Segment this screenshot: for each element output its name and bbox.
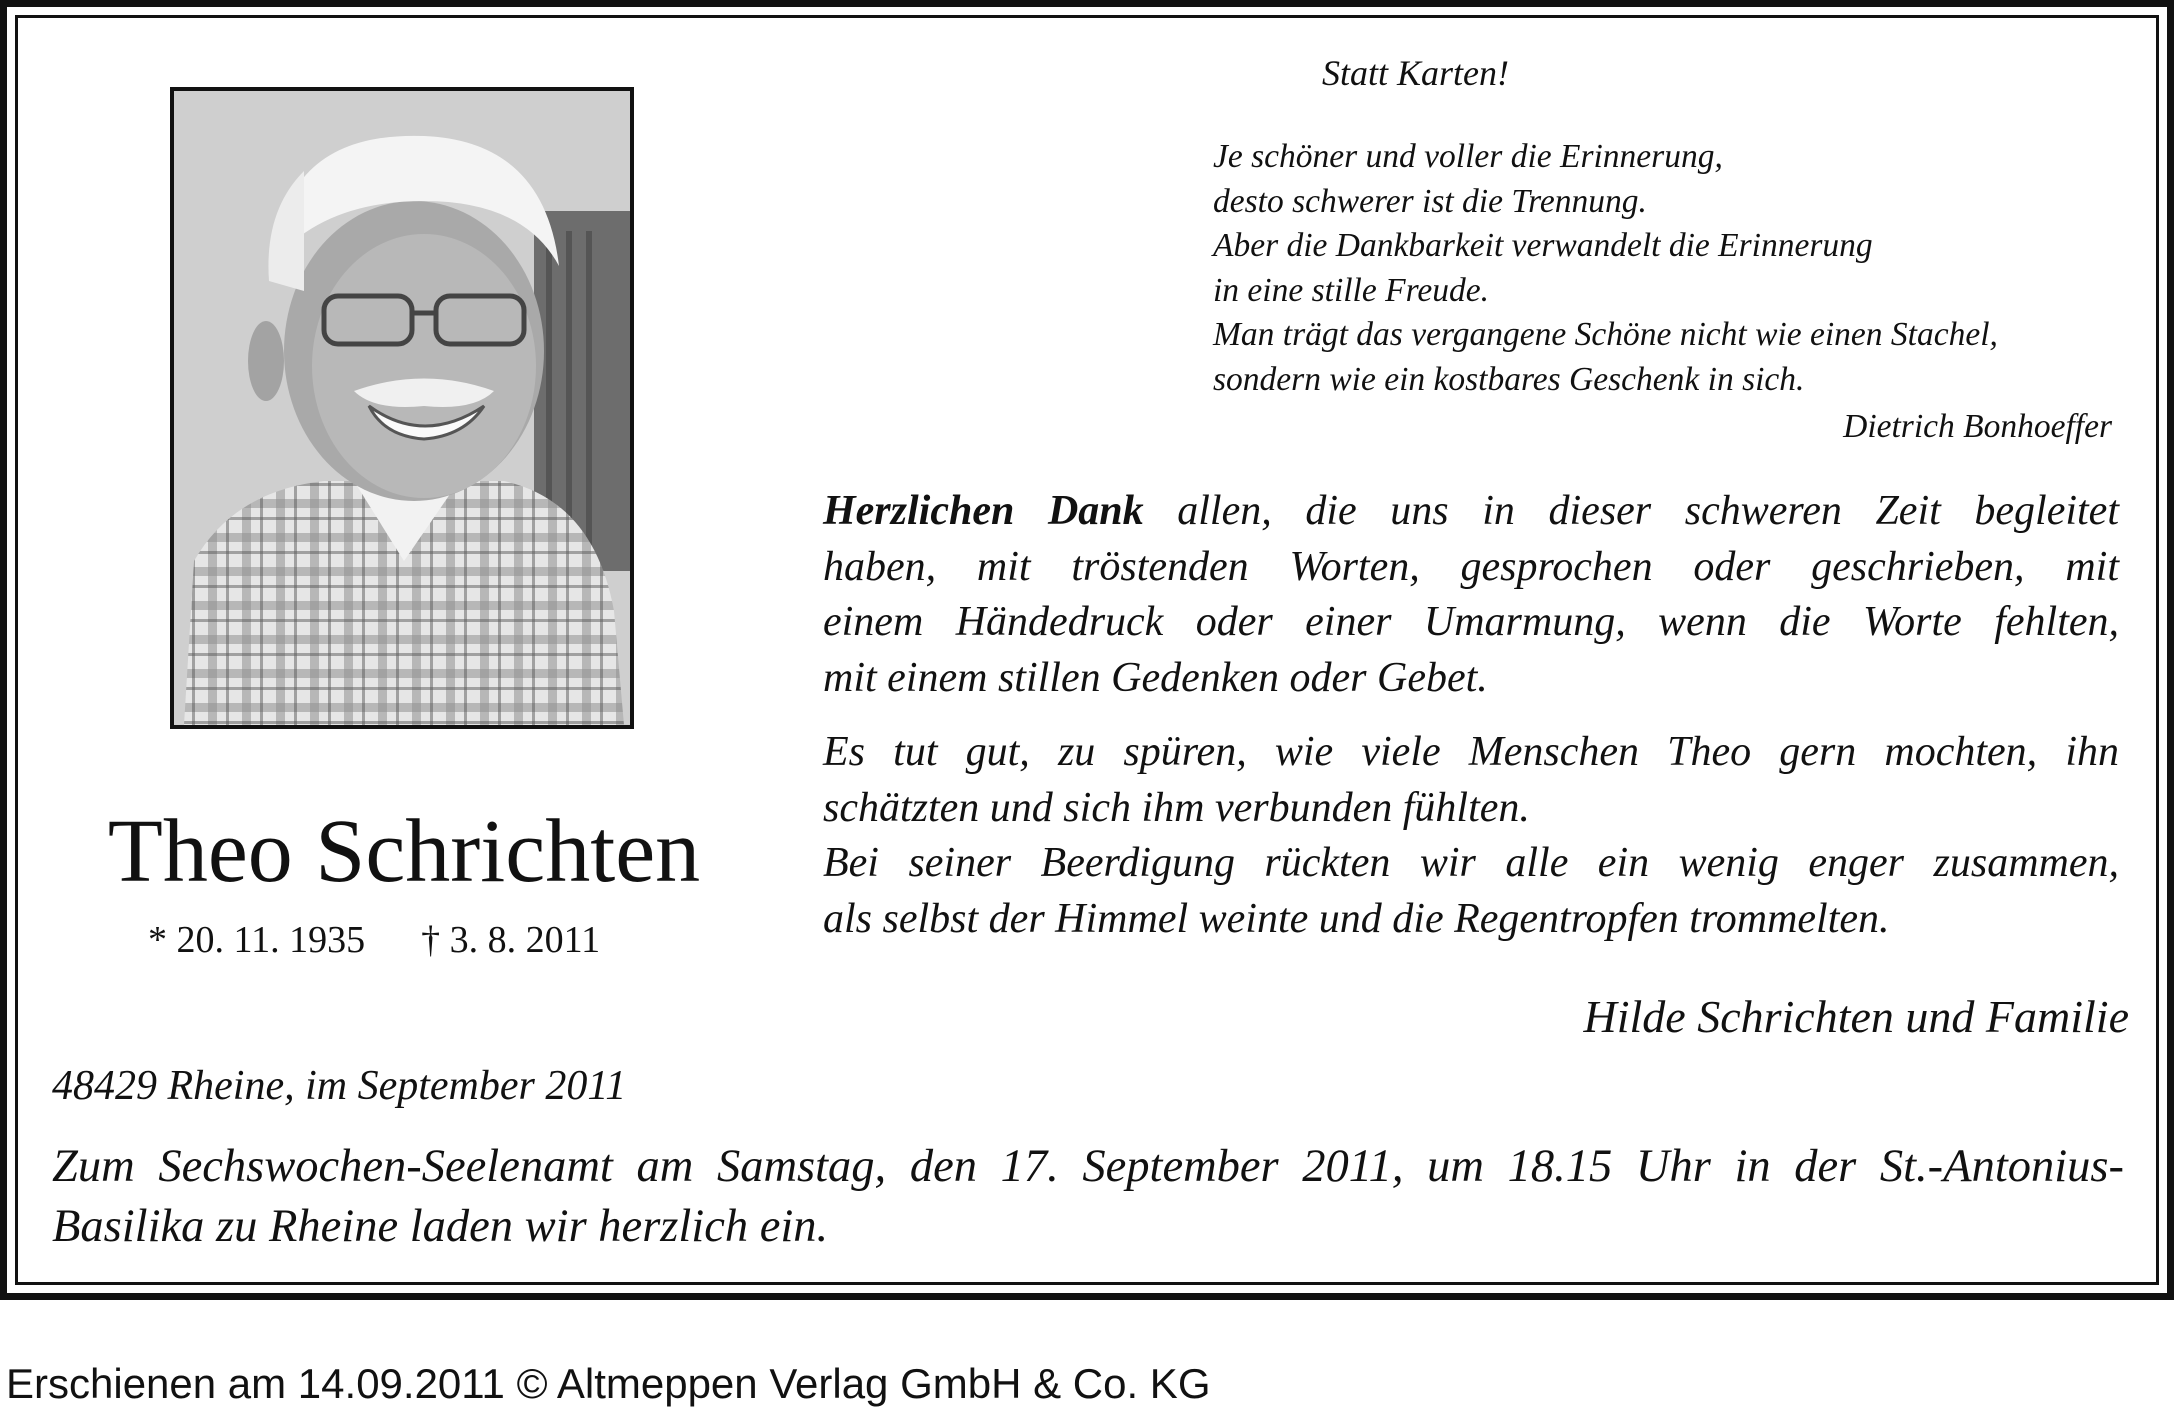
- quote-author: Dietrich Bonhoeffer: [1843, 408, 2112, 445]
- thanks-line: mit einem stillen Gedenken oder Gebet.: [823, 654, 1488, 701]
- family-signature: Hilde Schrichten und Familie: [1583, 991, 2129, 1042]
- deceased-name: Theo Schrichten: [107, 802, 701, 901]
- thanks-line-rest: allen, die uns in dieser schweren Zeit begleitet: [1143, 488, 2119, 534]
- thanks-paragraph: [823, 484, 2119, 706]
- memories-line: als selbst der Himmel weinte und die Regentropfen trommelten.: [823, 895, 1890, 942]
- publication-footer: Erschienen am 14.09.2011 © Altmeppen Verlag GmbH & Co. KG: [6, 1360, 1211, 1407]
- invitation-line: Zum Sechswochen-Seelenamt am Samstag, den 17. September 2011, um 18.15 Uhr in der St.-Antonius-: [52, 1141, 2124, 1192]
- quote-line: in eine stille Freude.: [1213, 271, 1489, 309]
- place-date: 48429 Rheine, im September 2011: [52, 1063, 627, 1109]
- quote-line: Aber die Dankbarkeit verwandelt die Erinnerung: [1213, 227, 1873, 264]
- quote-line: sondern wie ein kostbares Geschenk in sich.: [1213, 360, 1805, 398]
- thanks-bold-lead: Herzlichen Dank: [823, 488, 1144, 534]
- memories-paragraph: [823, 725, 2119, 947]
- quote-block: [1213, 135, 1998, 402]
- memories-line: Es tut gut, zu spüren, wie viele Menschen Theo gern mochten, ihn: [823, 729, 2119, 775]
- thanks-line: [823, 484, 2119, 540]
- life-dates: [148, 918, 600, 962]
- invitation-line: Basilika zu Rheine laden wir herzlich ein.: [52, 1201, 829, 1252]
- service-invitation: [52, 1137, 2124, 1257]
- thanks-line: einem Händedruck oder einer Umarmung, wenn die Worte fehlten,: [823, 599, 2119, 645]
- statt-karten-heading: Statt Karten!: [1322, 53, 1509, 93]
- quote-line: Je schöner und voller die Erinnerung,: [1213, 138, 1723, 175]
- death-date: † 3. 8. 2011: [421, 919, 601, 961]
- memories-line: schätzten und sich ihm verbunden fühlten.: [823, 784, 1530, 831]
- thanks-line: haben, mit tröstenden Worten, gesprochen oder geschrieben, mit: [823, 543, 2119, 590]
- memories-line: Bei seiner Beerdigung rückten wir alle ein wenig enger zusammen,: [823, 840, 2119, 886]
- quote-line: Man trägt das vergangene Schöne nicht wie einen Stachel,: [1213, 316, 1998, 353]
- portrait-photo: [170, 87, 634, 729]
- quote-line: desto schwerer ist die Trennung.: [1213, 182, 1647, 220]
- birth-date: * 20. 11. 1935: [148, 919, 366, 961]
